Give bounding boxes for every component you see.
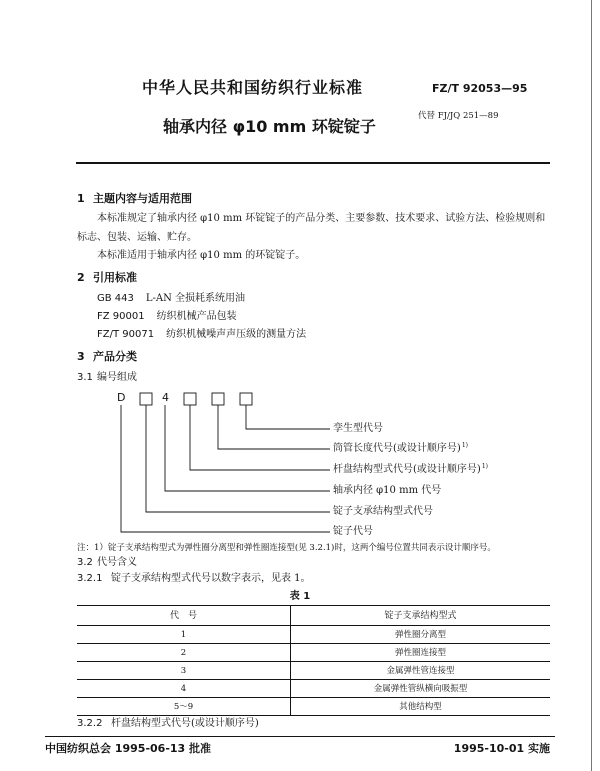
section-number: 3: [77, 350, 85, 363]
section-title: 主题内容与适用范围: [93, 192, 192, 205]
label-text: 锭子支承结构型式代号: [333, 506, 433, 517]
diagram-label: [333, 485, 441, 497]
diagram-note: 注：1）锭子支承结构型式为弹性圈分离型和弹性圈连接型(见 3.2.1)时，这两个编号位置共同表示设计顺序号。: [77, 543, 496, 553]
label-text: 杆盘结构型式代号(或设计顺序号): [333, 464, 481, 475]
table-row: [77, 680, 550, 698]
diagram-label: [333, 464, 488, 476]
note-reference: 1): [461, 441, 468, 449]
section-title: 产品分类: [93, 350, 137, 363]
label-text: 锭子代号: [333, 526, 373, 537]
leader-line: [246, 405, 330, 429]
code-slot-box: [184, 393, 196, 405]
diagram-label: [333, 443, 468, 455]
clause-number: 3.2.2: [77, 718, 103, 729]
reference-title: 纺织机械产品包装: [156, 311, 237, 322]
table-cell-type: 弹性圈分离型: [291, 626, 551, 644]
code-digit: 4: [162, 391, 169, 404]
table-cell-type: 金属弹性管纵横向吸振型: [291, 680, 551, 698]
paragraph-line: 本标准规定了轴承内径 φ10 mm 环锭锭子的产品分类、主要参数、技术要求、试验方法、检验规则和: [97, 213, 546, 224]
clause-3-2-2: [77, 718, 259, 730]
clause-3-2-1: [77, 573, 311, 585]
reference-title: L-AN 全损耗系统用油: [145, 293, 246, 304]
reference-item: [97, 293, 245, 305]
table-header-row: [77, 606, 550, 626]
header-divider: [76, 162, 550, 164]
standard-number: FZ/T 92053—95: [432, 82, 528, 95]
reference-title: 纺织机械噪声声压级的测量方法: [166, 329, 307, 340]
code-slot-box: [240, 393, 252, 405]
section-number: 1: [77, 192, 85, 205]
section-2-heading: [77, 271, 137, 284]
clause-text: 杆盘结构型式代号(或设计顺序号): [111, 718, 259, 729]
subsection-title: 编号组成: [97, 372, 137, 383]
reference-item: [97, 329, 306, 341]
table-cell-code: 1: [77, 626, 291, 644]
reference-item: [97, 311, 237, 323]
label-text: 筒管长度代号(或设计顺序号): [333, 443, 461, 454]
table-caption: 表 1: [289, 591, 311, 602]
reference-code: FZ 90001: [97, 311, 145, 322]
table-row: [77, 644, 550, 662]
diagram-label: [333, 526, 373, 538]
table-cell-code: 5～9: [77, 698, 291, 716]
leader-line: [165, 405, 330, 491]
subsection-title: 代号含义: [97, 557, 137, 568]
leader-line: [218, 405, 330, 449]
code-letter: D: [117, 391, 126, 404]
page-edge-line: [591, 0, 592, 771]
issuing-body-title: 中华人民共和国纺织行业标准: [142, 78, 364, 97]
section-title: 引用标准: [93, 271, 137, 284]
paragraph: 本标准适用于轴承内径 φ10 mm 的环锭锭子。: [97, 250, 306, 261]
leader-line: [121, 405, 330, 532]
code-slot-box: [140, 393, 152, 405]
table-cell-code: 2: [77, 644, 291, 662]
table-cell-type: 其他结构型: [291, 698, 551, 716]
label-text: 轴承内径 φ10 mm 代号: [333, 485, 442, 496]
subsection-number: 3.1: [77, 372, 93, 383]
diagram-label: [333, 506, 433, 518]
leader-line: [146, 405, 330, 512]
footer-divider: [45, 736, 555, 737]
section-1-heading: [77, 192, 192, 205]
clause-number: 3.2.1: [77, 573, 103, 584]
subsection-3-1-heading: [77, 372, 137, 384]
table-header-type: 锭子支承结构型式: [291, 606, 551, 626]
section-3-heading: [77, 350, 137, 363]
subsection-3-2-heading: [77, 557, 137, 569]
reference-code: GB 443: [97, 293, 134, 304]
leader-line: [190, 405, 330, 470]
approval-info: 中国纺织总会 1995-06-13 批准: [45, 742, 212, 755]
code-slot-box: [212, 393, 224, 405]
table-row: [77, 662, 550, 680]
table-row: [77, 626, 550, 644]
table-header-code: 代 号: [77, 606, 291, 626]
diagram-label: [333, 423, 383, 435]
table-row: [77, 698, 550, 716]
table-cell-code: 3: [77, 662, 291, 680]
subsection-number: 3.2: [77, 557, 93, 568]
reference-code: FZ/T 90071: [97, 329, 155, 340]
note-reference: 1): [481, 462, 488, 470]
clause-text: 锭子支承结构型式代号以数字表示，见表 1。: [111, 573, 311, 584]
document-title: 轴承内径 φ10 mm 环锭锭子: [163, 117, 376, 136]
table-cell-code: 4: [77, 680, 291, 698]
table-1: [77, 605, 550, 716]
effective-date: 1995-10-01 实施: [453, 742, 550, 755]
label-text: 孪生型代号: [333, 423, 383, 434]
replaces-standard: 代替 FJ/JQ 251—89: [418, 111, 499, 121]
section-number: 2: [77, 271, 85, 284]
paragraph-line: 标志、包装、运输、贮存。: [77, 232, 197, 243]
table-cell-type: 金属弹性管连接型: [291, 662, 551, 680]
table-cell-type: 弹性圈连接型: [291, 644, 551, 662]
